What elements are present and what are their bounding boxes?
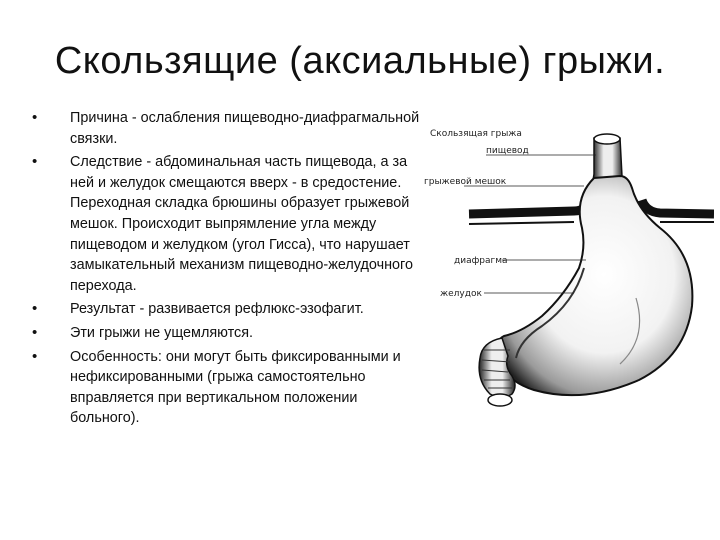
bullet-dot-icon: • [32, 323, 38, 341]
bullet-list [30, 108, 422, 432]
bullet-dot-icon: • [32, 347, 38, 365]
bullet-item [30, 152, 422, 296]
label-sliding-hernia: Скользящая грыжа [430, 129, 522, 139]
label-esophagus: пищевод [486, 146, 529, 156]
bullet-text: Результат - развивается рефлюкс-эзофагит. [70, 301, 364, 318]
bullet-dot-icon: • [32, 300, 38, 318]
slide-title: Скользящие (аксиальные) грыжи. [54, 40, 666, 82]
bullet-item [30, 347, 422, 429]
hernia-illustration [424, 118, 714, 418]
bullet-dot-icon: • [32, 109, 38, 126]
label-hernia-sac: грыжевой мешок [424, 177, 507, 187]
label-diaphragm: диафрагма [454, 256, 508, 266]
bullet-item [30, 108, 422, 149]
bullet-item [30, 323, 422, 344]
stomach-diagram [424, 118, 714, 418]
bullet-text: Причина - ослабления пищеводно-диафрагмальной связки. [70, 110, 420, 147]
bullet-text: Следствие - абдоминальная часть пищевода, а за ней и желудок смещаются вверх - в средостение. Переходная складка брюшины образует грыжевой мешок. Происходит выпрямление угла между пищеводом и желудком (угол Гисса), что нарушает замыкательный механизм пищеводно-желудочного перехода. [70, 154, 413, 294]
bullet-text: Эти грыжи не ущемляются. [70, 324, 254, 341]
bullet-text: Особенность: они могут быть фиксированными и нефиксированными (грыжа самостоятельно вправляется при вертикальном положении больного). [70, 348, 401, 427]
bullet-item [30, 299, 422, 320]
bullet-dot-icon: • [32, 153, 38, 171]
label-stomach: желудок [440, 289, 482, 299]
